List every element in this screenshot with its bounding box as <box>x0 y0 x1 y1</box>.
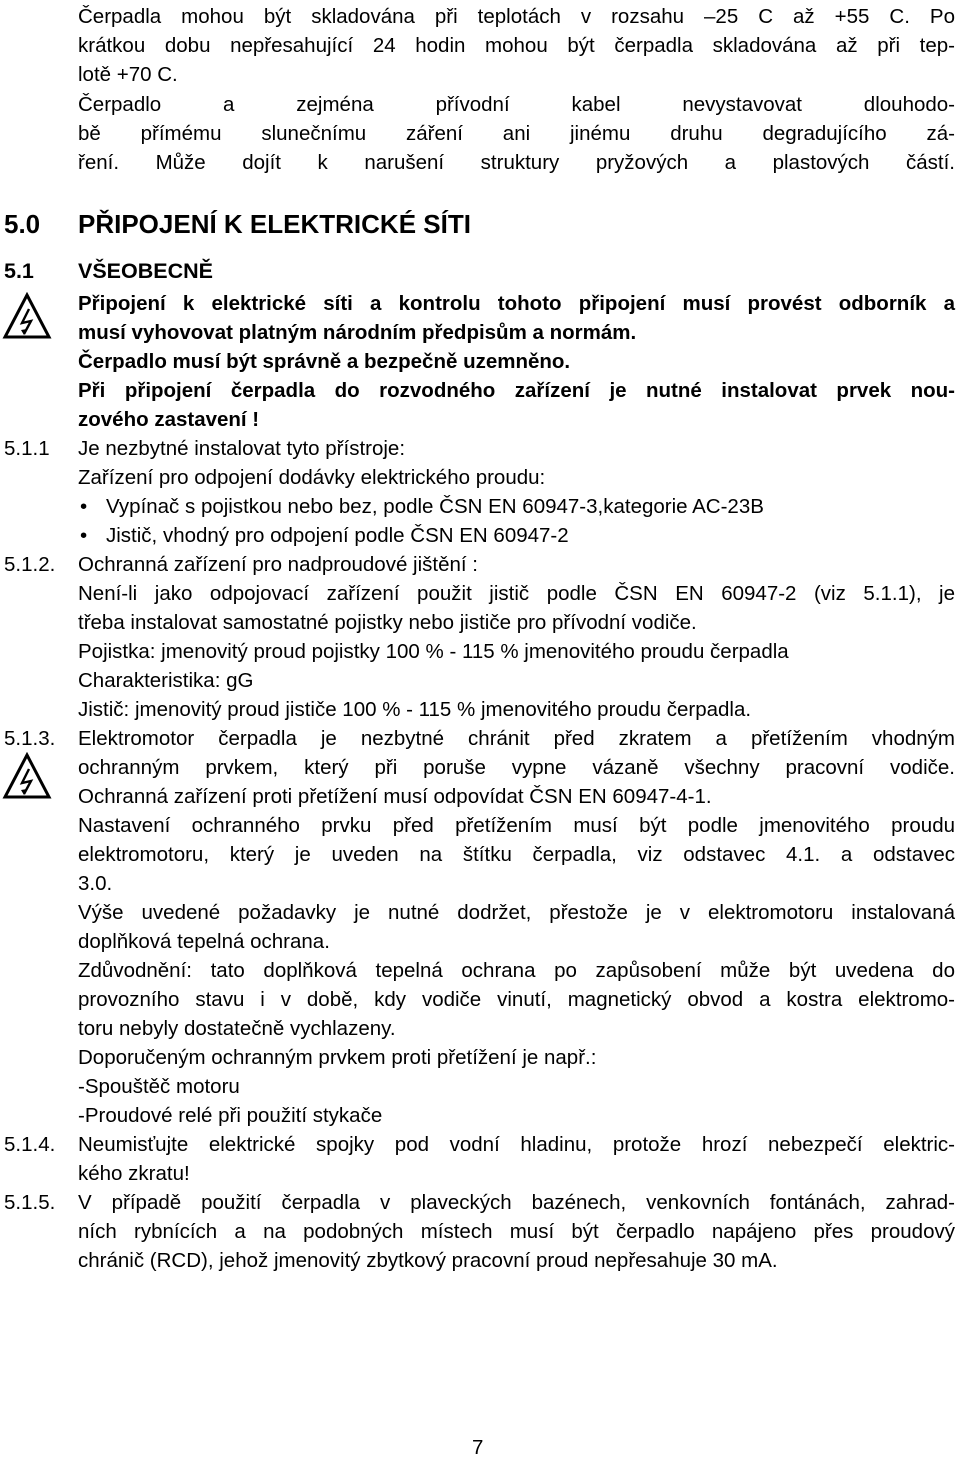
bullet-item-2: Jistič, vhodný pro odpojení podle ČSN EN 60947-2 <box>106 524 569 547</box>
item-5-1-2-line-6: Jistič: jmenovitý proud jističe 100 % - 115 % jmenovitého proudu čerpadla. <box>78 698 752 721</box>
item-5-1-5-line-2: ních rybnících a na podobných místech musí být čerpadlo napájeno přes proudový <box>78 1220 955 1243</box>
item-5-1-3-line-5: elektromotoru, který je uveden na štítku čerpadla, viz odstavec 4.1. a odstavec <box>78 843 955 866</box>
item-5-1-3-line-2: ochranným prvkem, který při poruše vypne vázaně všechny pracovní vodiče. <box>78 756 955 779</box>
storage-line-1: Čerpadla mohou být skladována při teplotách v rozsahu –25 C až +55 C. Po <box>78 5 955 28</box>
storage-line-6: ření. Může dojít k narušení struktury pryžových a plastových částí. <box>78 151 955 174</box>
storage-line-5: bě přímému slunečnímu záření ani jinému druhu degradujícího zá- <box>78 122 955 145</box>
item-5-1-3-line-12: Doporučeným ochranným prvkem proti přetížení je např.: <box>78 1046 597 1069</box>
bullet-item-1: Vypínač s pojistkou nebo bez, podle ČSN EN 60947-3,kategorie AC-23B <box>106 495 764 518</box>
subsection-number: 5.1 <box>4 259 34 283</box>
storage-line-2: krátkou dobu nepřesahující 24 hodin mohou být čerpadla skladována až při tep- <box>78 34 955 57</box>
item-5-1-2-line-4: Pojistka: jmenovitý proud pojistky 100 % - 115 % jmenovitého proudu čerpadla <box>78 640 789 663</box>
section-title: PŘIPOJENÍ K ELEKTRICKÉ SÍTI <box>78 209 471 239</box>
item-number-5-1-1: 5.1.1 <box>4 437 50 460</box>
item-number-5-1-4: 5.1.4. <box>4 1133 56 1156</box>
item-5-1-2-line-1: Ochranná zařízení pro nadproudové jištění : <box>78 553 478 576</box>
electrical-hazard-icon <box>2 752 52 800</box>
item-5-1-3-line-13: -Spouštěč motoru <box>78 1075 240 1098</box>
storage-line-4: Čerpadlo a zejména přívodní kabel nevystavovat dlouhodo- <box>78 93 955 116</box>
page-number: 7 <box>472 1436 484 1459</box>
safety-line-1: Připojení k elektrické síti a kontrolu tohoto připojení musí provést odborník a <box>78 292 955 315</box>
electrical-hazard-icon <box>2 292 52 340</box>
item-5-1-4-line-1: Neumisťujte elektrické spojky pod vodní hladinu, protože hrozí nebezpečí elektric- <box>78 1133 955 1156</box>
bullet: • <box>80 524 88 547</box>
item-5-1-3-line-1: Elektromotor čerpadla je nezbytné chránit před zkratem a přetížením vhodným <box>78 727 955 750</box>
item-5-1-3-line-6: 3.0. <box>78 872 113 895</box>
item-5-1-3-line-3: Ochranná zařízení proti přetížení musí odpovídat ČSN EN 60947-4-1. <box>78 785 712 808</box>
item-5-1-2-line-5: Charakteristika: gG <box>78 669 254 692</box>
item-5-1-5-line-3: chránič (RCD), jehož jmenovitý zbytkový pracovní proud nepřesahuje 30 mA. <box>78 1249 778 1272</box>
safety-line-5: zového zastavení ! <box>78 408 260 431</box>
item-5-1-4-line-2: kého zkratu! <box>78 1162 190 1185</box>
safety-line-2: musí vyhovovat platným národním předpisům a normám. <box>78 321 637 344</box>
subsection-title: VŠEOBECNĚ <box>78 259 214 283</box>
item-5-1-3-line-14: -Proudové relé při použití stykače <box>78 1104 383 1127</box>
safety-line-3: Čerpadlo musí být správně a bezpečně uzemněno. <box>78 350 571 373</box>
item-5-1-1-line-2: Zařízení pro odpojení dodávky elektrického proudu: <box>78 466 546 489</box>
safety-line-4: Při připojení čerpadla do rozvodného zařízení je nutné instalovat prvek nou- <box>78 379 955 402</box>
item-5-1-2-line-2: Není-li jako odpojovací zařízení použit jistič podle ČSN EN 60947-2 (viz 5.1.1), je <box>78 582 955 605</box>
bullet: • <box>80 495 88 518</box>
item-5-1-5-line-1: V případě použití čerpadla v plaveckých bazénech, venkovních fontánách, zahrad- <box>78 1191 955 1214</box>
section-number: 5.0 <box>4 209 41 239</box>
storage-line-3: lotě +70 C. <box>78 63 178 86</box>
item-5-1-3-line-4: Nastavení ochranného prvku před přetížením musí být podle jmenovitého proudu <box>78 814 955 837</box>
item-number-5-1-2: 5.1.2. <box>4 553 56 576</box>
item-5-1-3-line-10: provozního stavu i v době, kdy vodiče vinutí, magnetický obvod a kostra elektromo- <box>78 988 955 1011</box>
item-5-1-3-line-7: Výše uvedené požadavky je nutné dodržet, přestože je v elektromotoru instalovaná <box>78 901 955 924</box>
item-5-1-3-line-8: doplňková tepelná ochrana. <box>78 930 330 953</box>
item-5-1-3-line-9: Zdůvodnění: tato doplňková tepelná ochrana po zapůsobení může být uvedena do <box>78 959 955 982</box>
item-5-1-1-line-1: Je nezbytné instalovat tyto přístroje: <box>78 437 406 460</box>
item-5-1-3-line-11: toru nebyly dostatečně vychlazeny. <box>78 1017 396 1040</box>
item-number-5-1-3: 5.1.3. <box>4 727 56 750</box>
item-number-5-1-5: 5.1.5. <box>4 1191 56 1214</box>
item-5-1-2-line-3: třeba instalovat samostatné pojistky nebo jističe pro přívodní vodiče. <box>78 611 697 634</box>
